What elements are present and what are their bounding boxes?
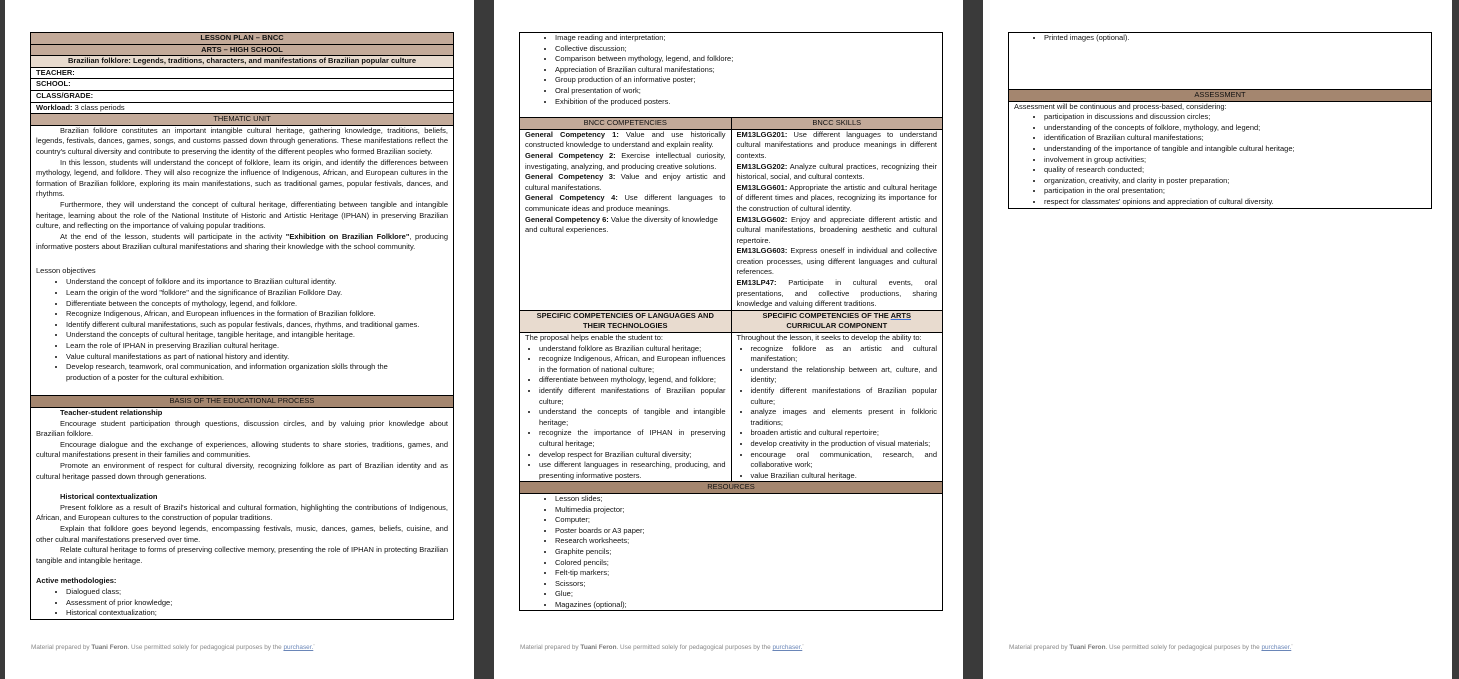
list-item: • Group production of an informative poster; bbox=[555, 75, 937, 86]
resources-list bbox=[525, 494, 937, 611]
list-item: • encourage oral communication, research, and collaborative work; bbox=[751, 450, 938, 471]
list-item: • Magazines (optional); bbox=[555, 600, 937, 611]
list-item: • use different languages in researching, producing, and presenting informative posters. bbox=[539, 460, 726, 481]
list-item: • Multimedia projector; bbox=[555, 505, 937, 516]
list-item: • Comparison between mythology, legend, and folklore; bbox=[555, 54, 937, 65]
list-item: • Felt-tip markers; bbox=[555, 568, 937, 579]
skill-code: EM13LGG603: bbox=[736, 246, 788, 256]
subject-title: ARTS – HIGH SCHOOL bbox=[31, 45, 453, 57]
assessment-header: ASSESSMENT bbox=[1009, 90, 1431, 102]
skill bbox=[737, 215, 938, 247]
spec-arts-cell bbox=[731, 333, 943, 481]
specific-competencies-row bbox=[520, 333, 942, 482]
list-item: • respect for classmates' opinions and appreciation of cultural diversity. bbox=[1044, 197, 1426, 208]
skill-text: Analyze cultural practices, recognizing their historical, social, and cultural contexts. bbox=[736, 161, 937, 182]
skills-header: BNCC SKILLS bbox=[731, 118, 943, 129]
skill bbox=[737, 246, 938, 278]
text: , producing informative posters about Brazilian cultural manifestations and sharing their knowledge with the school community. bbox=[36, 231, 448, 252]
lesson-plan-title: LESSON PLAN – BNCC bbox=[31, 33, 453, 45]
assessment-list bbox=[1014, 112, 1426, 207]
list-item: • participation in the oral presentation; bbox=[1044, 186, 1426, 197]
theme-title: Brazilian folklore: Legends, traditions, characters, and manifestations of Brazilian popular culture bbox=[31, 56, 453, 68]
skill-text: Use different languages to understand cultural manifestations and produce meanings in different contexts. bbox=[736, 129, 937, 160]
footer-link[interactable]: purchaser. bbox=[772, 644, 803, 651]
document-page-2 bbox=[494, 0, 963, 679]
list-item: • understand folklore as Brazilian cultural heritage; bbox=[539, 344, 726, 355]
competency bbox=[525, 193, 726, 214]
thematic-unit-header: THEMATIC UNIT bbox=[31, 114, 453, 126]
footer-author: Tuani Feron bbox=[91, 644, 128, 651]
list-item: • Lesson slides; bbox=[555, 494, 937, 505]
skill bbox=[737, 162, 938, 183]
list-item: • value Brazilian cultural heritage. bbox=[751, 471, 938, 482]
skill bbox=[737, 278, 938, 310]
competency-text: Use different languages to communicate ideas and produce meanings. bbox=[525, 193, 726, 213]
skill bbox=[737, 130, 938, 162]
list-item: • recognize the importance of IPHAN in preserving cultural heritage; bbox=[539, 428, 726, 449]
competency-label: General Competency 1: bbox=[525, 129, 619, 139]
basis-section bbox=[31, 408, 453, 619]
lesson-plan-table-continued bbox=[519, 32, 943, 611]
intro: The proposal helps enable the student to: bbox=[525, 333, 664, 343]
competency bbox=[525, 130, 726, 151]
competencies-row bbox=[520, 130, 942, 311]
footer-text: Material prepared by bbox=[31, 644, 92, 651]
paragraph: Encourage student participation through questions, discussion circles, and by valuing prior knowledge about Brazilian folklore. bbox=[36, 418, 448, 439]
resources-continued bbox=[1009, 33, 1431, 90]
paragraph: Explain that folklore goes beyond legends, encompassing festivals, music, dances, games, beliefs, cuisine, and other cultural manifestations preserved over time. bbox=[36, 523, 448, 544]
list-item: • Computer; bbox=[555, 515, 937, 526]
competency bbox=[525, 215, 726, 236]
list-item: • analyze images and elements present in folkloric traditions; bbox=[751, 407, 938, 428]
competencies-header: BNCC COMPETENCIES bbox=[583, 118, 667, 128]
paragraph: Brazilian folklore constitutes an important intangible cultural heritage, gathering knowledge, traditions, beliefs, legends, festivals, dances, games, songs, and customs passed down through generations. These manifestations reflect the country's cultural diversity and contribute to preserving the identity of the different peoples who formed Brazilian society. bbox=[36, 125, 448, 156]
intro: Throughout the lesson, it seeks to develop the ability to: bbox=[736, 333, 922, 343]
competency-text: Exercise intellectual curiosity, investigating, analyzing, and producing creative solutions. bbox=[525, 150, 726, 171]
thematic-unit-section bbox=[31, 126, 453, 396]
header-text: ARTS bbox=[890, 310, 911, 320]
document-page-3 bbox=[983, 0, 1452, 679]
competency-label: General Competency 2: bbox=[525, 150, 616, 160]
assessment-section bbox=[1009, 102, 1431, 208]
competency-label: General Competency 6: bbox=[525, 214, 609, 224]
methodologies-list bbox=[36, 587, 448, 619]
list-item: • Colored pencils; bbox=[555, 558, 937, 569]
lesson-plan-table-end bbox=[1008, 32, 1432, 209]
paragraph: Relate cultural heritage to forms of preserving collective memory, presenting the role of IPHAN in protecting Brazilian tangible and intangible heritage. bbox=[36, 545, 448, 565]
section-subtitle: Active methodologies: bbox=[36, 576, 117, 586]
list-item: • understanding of the importance of tangible and intangible cultural heritage; bbox=[1044, 144, 1426, 155]
workload-value: 3 class periods bbox=[72, 102, 125, 112]
text: At the end of the lesson, students will participate in the activity bbox=[60, 231, 286, 241]
footer-text: Material prepared by bbox=[1009, 644, 1070, 651]
basis-header: BASIS OF THE EDUCATIONAL PROCESS bbox=[31, 395, 453, 408]
footer-text: . Use permitted solely for pedagogical purposes by the bbox=[127, 644, 284, 651]
header-text: SPECIFIC COMPETENCIES OF THE bbox=[762, 310, 891, 320]
document-page-1 bbox=[5, 0, 474, 679]
list-item: • recognize folklore as an artistic and cultural manifestation; bbox=[751, 344, 938, 365]
paragraph: Encourage dialogue and the exchange of experiences, allowing students to share stories, traditions, games, and cultural manifestations present in their families and communities. bbox=[36, 439, 448, 460]
class-field: CLASS/GRADE: bbox=[31, 91, 453, 103]
list-item: • Recognize Indigenous, African, and European influences in the formation of Brazilian folklore. bbox=[66, 309, 448, 320]
paragraph: Present folklore as a result of Brazil's historical and cultural formation, highlighting the contributions of Indigenous, African, and European cultures to the construction of popular traditions. bbox=[36, 502, 448, 523]
methodologies-list bbox=[525, 33, 937, 107]
spec-lang-cell bbox=[520, 333, 731, 481]
objectives-label: Lesson objectives bbox=[36, 265, 96, 275]
list-item: • develop creativity in the production of visual materials; bbox=[751, 439, 938, 450]
list-item: • Understand the concepts of cultural heritage, tangible heritage, and intangible heritage. bbox=[66, 330, 448, 341]
list-item: • Collective discussion; bbox=[555, 44, 937, 55]
resources-header: RESOURCES bbox=[520, 482, 942, 494]
spec-lang-header: SPECIFIC COMPETENCIES OF LANGUAGES AND THEIR TECHNOLOGIES bbox=[536, 310, 714, 331]
section-subtitle: Teacher-student relationship bbox=[60, 408, 163, 417]
competency-text: Value the diversity of knowledge and cultural experiences. bbox=[525, 214, 718, 235]
paragraph: Furthermore, they will understand the concept of cultural heritage, differentiating between tangible and intangible heritage, learning about the role of the National Institute of Historic and Artistic Heritage (IPHAN) in preserving Brazilian culture, and reflecting on the importance of valuing popular traditions. bbox=[36, 199, 448, 231]
competency-label: General Competency 3: bbox=[525, 172, 616, 182]
page-footer bbox=[31, 644, 315, 651]
list-item: • Poster boards or A3 paper; bbox=[555, 526, 937, 537]
methodologies-continued bbox=[520, 33, 942, 118]
competencies-cell bbox=[520, 130, 731, 310]
skill-text: Express oneself in individual and collective creation processes, using different languages and cultural references. bbox=[736, 246, 937, 277]
list-item: • understand the concepts of tangible and intangible heritage; bbox=[539, 407, 726, 428]
list-item: • understanding of the concepts of folklore, mythology, and legend; bbox=[1044, 123, 1426, 134]
competency-label: General Competency 4: bbox=[525, 193, 618, 203]
skill-text: Appropriate the artistic and cultural heritage of different times and places, recognizing its importance for the construction of cultural identity. bbox=[736, 182, 937, 213]
spec-arts-list bbox=[737, 344, 938, 482]
list-item: • identification of Brazilian cultural manifestations; bbox=[1044, 133, 1426, 144]
teacher-field: TEACHER: bbox=[31, 68, 453, 80]
list-item: • Oral presentation of work; bbox=[555, 86, 937, 97]
header-text: CURRICULAR COMPONENT bbox=[786, 321, 888, 331]
skill-code: EM13LGG201: bbox=[736, 129, 788, 139]
specific-competencies-header-row bbox=[520, 311, 942, 333]
list-item: • participation in discussions and discussion circles; bbox=[1044, 112, 1426, 123]
footer-suffix: ¨ bbox=[802, 645, 805, 651]
competency-text: Value and enjoy artistic and cultural manifestations. bbox=[525, 172, 726, 192]
list-item: • organization, creativity, and clarity in poster preparation; bbox=[1044, 176, 1426, 187]
spec-lang-list bbox=[525, 344, 726, 482]
list-item: • Printed images (optional). bbox=[1044, 33, 1426, 44]
list-item: • Learn the role of IPHAN in preserving Brazilian cultural heritage. bbox=[66, 341, 448, 352]
list-item: • Scissors; bbox=[555, 579, 937, 590]
list-item: • Image reading and interpretation; bbox=[555, 33, 937, 44]
list-item: • develop respect for Brazilian cultural diversity; bbox=[539, 450, 726, 461]
list-item: • identify different manifestations of Brazilian popular culture; bbox=[751, 386, 938, 407]
skill-code: EM13LGG602: bbox=[736, 214, 788, 224]
footer-suffix: ¨ bbox=[1291, 645, 1294, 651]
list-item: • differentiate between mythology, legend, and folklore; bbox=[539, 375, 726, 386]
list-item: • Dialogued class; bbox=[66, 587, 448, 598]
objectives-list bbox=[36, 277, 448, 383]
school-field: SCHOOL: bbox=[31, 79, 453, 91]
competency bbox=[525, 172, 726, 193]
list-item: • Glue; bbox=[555, 589, 937, 600]
list-item: • Develop research, teamwork, oral communication, and information organization skills through the production of a poster for the cultural exhibition. bbox=[66, 362, 448, 383]
skill-code: EM13LP47: bbox=[736, 278, 777, 288]
section-subtitle: Historical contextualization bbox=[60, 492, 158, 502]
list-item: • understand the relationship between art, culture, and identity; bbox=[751, 365, 938, 386]
resources-list bbox=[1014, 33, 1426, 44]
skill bbox=[737, 183, 938, 215]
list-item: • Assessment of prior knowledge; bbox=[66, 598, 448, 609]
list-item: • involvement in group activities; bbox=[1044, 155, 1426, 166]
spec-arts-header bbox=[731, 311, 943, 332]
footer-text: . Use permitted solely for pedagogical purposes by the bbox=[616, 644, 773, 651]
skill-code: EM13LGG601: bbox=[736, 182, 788, 192]
resources-section bbox=[520, 494, 942, 611]
list-item: • Appreciation of Brazilian cultural manifestations; bbox=[555, 65, 937, 76]
footer-text: . Use permitted solely for pedagogical purposes by the bbox=[1105, 644, 1262, 651]
workload-label: Workload: bbox=[36, 102, 73, 112]
list-item: • Understand the concept of folklore and its importance to Brazilian cultural identity. bbox=[66, 277, 448, 288]
footer-link[interactable]: purchaser. bbox=[1261, 644, 1292, 651]
list-item: • Value cultural manifestations as part of national history and identity. bbox=[66, 352, 448, 363]
list-item: • identify different manifestations of Brazilian popular culture; bbox=[539, 386, 726, 407]
paragraph: In this lesson, students will understand the concept of folklore, learn its origin, and identify the differences between mythology, legend, and folklore. They will also recognize the influence of Indigenous, African, and European cultures in the formation of Brazilian folklore, exploring its main manifestations, such as traditional games, popular festivals, dances, and rhythms. bbox=[36, 157, 448, 199]
footer-author: Tuani Feron bbox=[1069, 644, 1106, 651]
list-item: • broaden artistic and cultural repertoire; bbox=[751, 428, 938, 439]
list-item: • Historical contextualization; bbox=[66, 608, 448, 619]
footer-suffix: ¨ bbox=[313, 645, 316, 651]
list-item: • Differentiate between the concepts of mythology, legend, and folklore. bbox=[66, 299, 448, 310]
page-footer bbox=[520, 644, 804, 651]
skill-text: Enjoy and appreciate different artistic and cultural manifestations, broadening aesthetic and cultural repertoire. bbox=[736, 214, 937, 245]
skill-text: Participate in cultural events, oral presentations, and collective productions, sharing knowledge and valuing different traditions. bbox=[736, 278, 937, 309]
competency bbox=[525, 151, 726, 172]
list-item: • Exhibition of the produced posters. bbox=[555, 97, 937, 108]
lesson-plan-table bbox=[30, 32, 454, 620]
footer-link[interactable]: purchaser. bbox=[283, 644, 314, 651]
list-item: • Identify different cultural manifestations, such as popular festivals, dances, rhythms, and traditional games. bbox=[66, 320, 448, 331]
footer-text: Material prepared by bbox=[520, 644, 581, 651]
intro: Assessment will be continuous and process-based, considering: bbox=[1014, 101, 1227, 111]
list-item: • Graphite pencils; bbox=[555, 547, 937, 558]
paragraph bbox=[36, 232, 448, 253]
activity-name: "Exhibition on Brazilian Folklore" bbox=[285, 231, 410, 241]
skills-cell bbox=[731, 130, 943, 310]
list-item: • Research worksheets; bbox=[555, 536, 937, 547]
workload-field bbox=[31, 103, 453, 115]
competencies-header-row bbox=[520, 118, 942, 130]
competency-text: Value and use historically constructed knowledge to understand and explain reality. bbox=[525, 129, 726, 150]
list-item: • quality of research conducted; bbox=[1044, 165, 1426, 176]
footer-author: Tuani Feron bbox=[580, 644, 617, 651]
page-footer bbox=[1009, 644, 1293, 651]
list-item: • Learn the origin of the word "folklore" and the significance of Brazilian Folklore Day. bbox=[66, 288, 448, 299]
paragraph: Promote an environment of respect for cultural diversity, recognizing folklore as part of Brazilian identity and as cultural heritage passed down through generations. bbox=[36, 460, 448, 481]
list-item: • recognize Indigenous, African, and European influences in the formation of national culture; bbox=[539, 354, 726, 375]
skill-code: EM13LGG202: bbox=[736, 161, 788, 171]
